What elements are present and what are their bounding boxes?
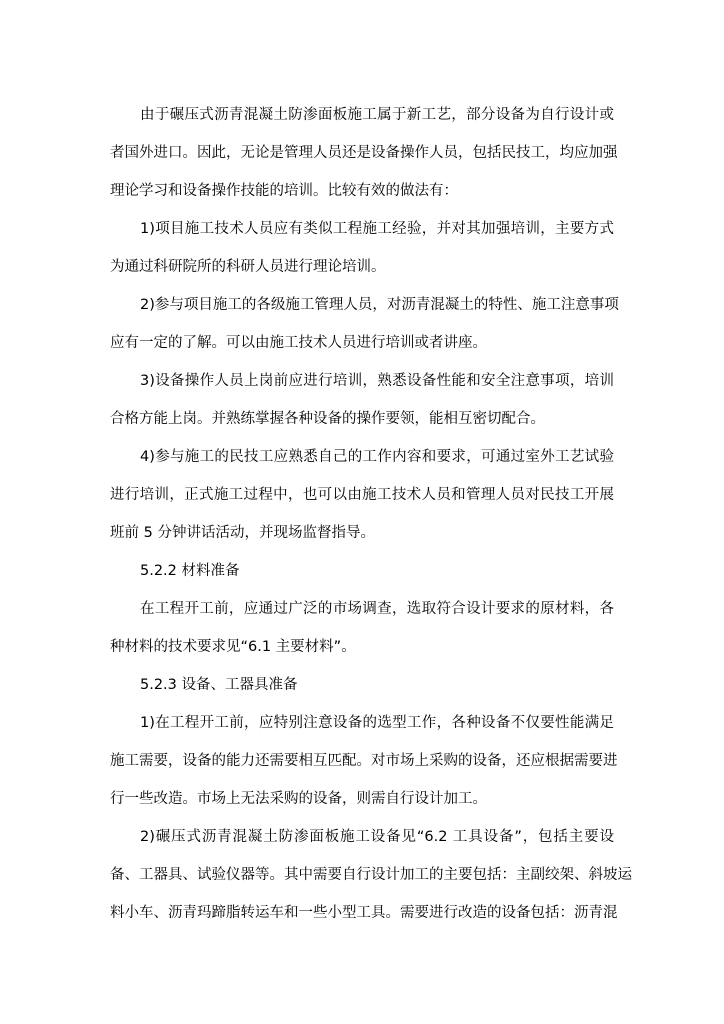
list-item-4-line-1: 4)参与施工的民技工应熟悉自己的工作内容和要求，可通过室外工艺试验 — [140, 449, 614, 465]
paragraph-intro-line-3: 理论学习和设备操作技能的培训。比较有效的做法有： — [110, 183, 458, 199]
list-item-4-line-3: 班前 5 分钟讲话活动，并现场监督指导。 — [110, 525, 375, 541]
section-heading-5-2-3: 5.2.3 设备、工器具准备 — [140, 677, 298, 693]
equipment-item-2-line-2: 备、工器具、试验仪器等。其中需要自行设计加工的主要包括：主副绞架、斜坡运 — [110, 867, 632, 883]
list-item-3-line-1: 3)设备操作人员上岗前应进行培训，熟悉设备性能和安全注意事项，培训 — [140, 373, 614, 389]
paragraph-materials-line-1: 在工程开工前，应通过广泛的市场调查，选取符合设计要求的原材料，各 — [140, 601, 614, 617]
list-item-1-line-1: 1)项目施工技术人员应有类似工程施工经验，并对其加强培训，主要方式 — [140, 221, 614, 237]
list-item-2-line-2: 应有一定的了解。可以由施工技术人员进行培训或者讲座。 — [110, 335, 487, 351]
list-item-4-line-2: 进行培训，正式施工过程中，也可以由施工技术人员和管理人员对民技工开展 — [110, 487, 614, 503]
list-item-1-line-2: 为通过科研院所的科研人员进行理论培训。 — [110, 259, 386, 275]
list-item-3-line-2: 合格方能上岗。并熟练掌握各种设备的操作要领，能相互密切配合。 — [110, 411, 545, 427]
equipment-item-1-line-1: 1)在工程开工前，应特别注意设备的选型工作，各种设备不仅要性能满足 — [140, 715, 614, 731]
equipment-item-2-line-3: 料小车、沥青玛蹄脂转运车和一些小型工具。需要进行改造的设备包括：沥青混 — [110, 905, 618, 921]
section-heading-5-2-2: 5.2.2 材料准备 — [140, 563, 240, 579]
paragraph-materials-line-2: 种材料的技术要求见“6.1 主要材料”。 — [110, 639, 356, 655]
paragraph-intro-line-1: 由于碾压式沥青混凝土防渗面板施工属于新工艺，部分设备为自行设计或 — [140, 107, 614, 123]
equipment-item-1-line-2: 施工需要，设备的能力还需要相互匹配。对市场上采购的设备，还应根据需要进 — [110, 753, 618, 769]
equipment-item-2-line-1: 2)碾压式沥青混凝土防渗面板施工设备见“6.2 工具设备”，包括主要设 — [140, 829, 614, 845]
paragraph-intro-line-2: 者国外进口。因此，无论是管理人员还是设备操作人员，包括民技工，均应加强 — [110, 145, 618, 161]
equipment-item-1-line-3: 行一些改造。市场上无法采购的设备，则需自行设计加工。 — [110, 791, 487, 807]
list-item-2-line-1: 2)参与项目施工的各级施工管理人员，对沥青混凝土的特性、施工注意事项 — [140, 297, 619, 313]
